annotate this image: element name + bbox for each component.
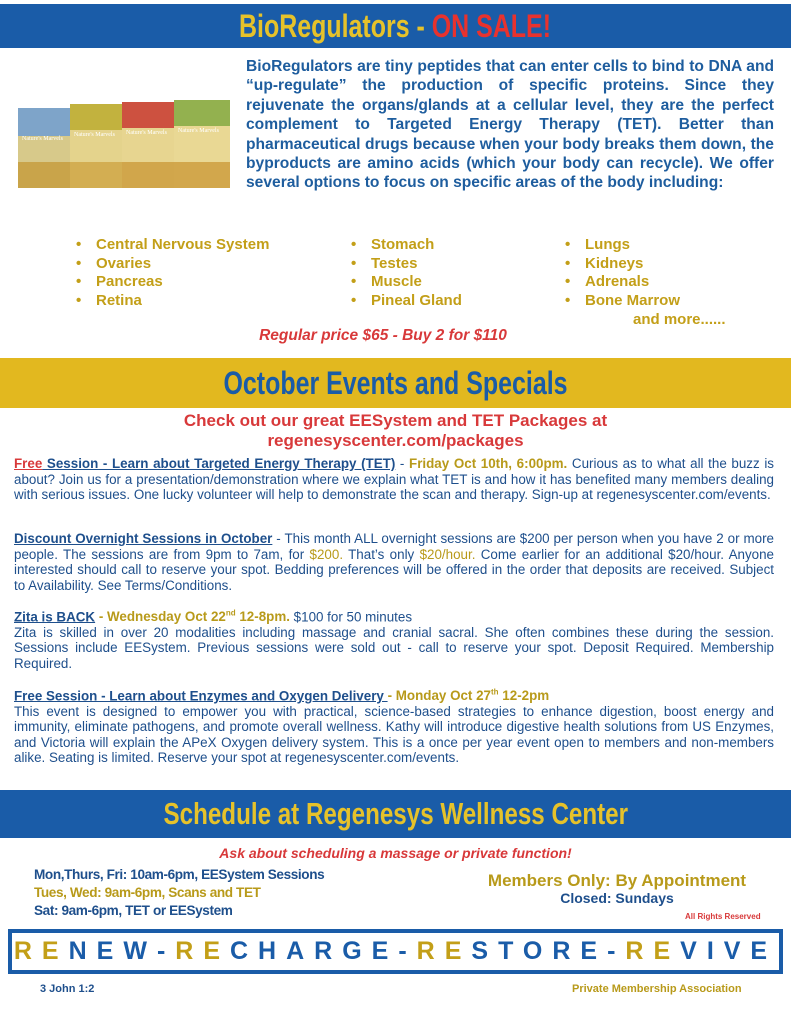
body-areas-column-3: [565, 236, 680, 310]
hours-line-3: Sat: 9am-6pm, TET or EESystem: [34, 903, 233, 918]
list-item: • Adrenals: [565, 273, 680, 292]
event-body: Curious as to what all the buzz is about? Join us for a presentation/demonstration where we explain what TET is and how it has benefited many members dealing with serious issues. One lucky volunteer will help to demonstrate the scan and therapy. Sign-up at regenesyscenter.com/events.: [14, 456, 774, 502]
motto-box: RE NEW - RE CHARGE - RE STORE - RE VIVE: [8, 929, 783, 974]
event-rate: $20/hour.: [419, 546, 476, 562]
list-item: • Muscle: [351, 273, 462, 292]
free-label: Free: [14, 456, 43, 471]
list-item: • Pancreas: [76, 273, 269, 292]
svg-text:Nature's Marvels: Nature's Marvels: [178, 128, 219, 134]
list-item: • Testes: [351, 255, 462, 274]
event-title: Session - Learn about Targeted Energy Therapy (TET): [42, 456, 396, 471]
product-box-3: [122, 102, 174, 188]
association-label: Private Membership Association: [572, 983, 742, 995]
packages-line-1: Check out our great EESystem and TET Packages at: [183, 411, 608, 430]
october-banner: [0, 358, 791, 408]
list-item: • Ovaries: [76, 255, 269, 274]
event-overnight-sessions: Discount Overnight Sessions in October - This month ALL overnight sessions are $200 per person when you have 2 or more people. The sessions are from 9pm to 7am, for $200. That’s only $20/hour. Come earlier for an additional $20/hour. Anyone interested should call to reserve your spot. Bedding preferences will be offered in the order that deposits are received. Subject to Availability. See Terms/Conditions.: [14, 531, 775, 593]
hours-line-1: Mon,Thurs, Fri: 10am-6pm, EESystem Sessions: [34, 867, 325, 882]
product-box-4: [174, 100, 230, 188]
packages-link[interactable]: regenesyscenter.com/packages: [267, 431, 524, 450]
event-zita: [14, 606, 774, 671]
product-boxes-image: [14, 90, 236, 202]
and-more-text: and more......: [633, 311, 726, 328]
event-enzymes-oxygen: [14, 685, 774, 766]
hours-line-2: Tues, Wed: 9am-6pm, Scans and TET: [34, 885, 261, 900]
rights-reserved: All Rights Reserved: [685, 912, 761, 921]
verse-reference: 3 John 1:2: [40, 983, 95, 995]
event-tet-session: Free Session - Learn about Targeted Energy Therapy (TET) - Friday Oct 10th, 6:00pm. Curious as to what all the buzz is about? Join us for a presentation/demonstration where we explain what TET is and how it has benefited many members dealing with serious issues. One lucky volunteer will help to demonstrate the scan and therapy. Sign-up at regenesyscenter.com/events.: [14, 456, 774, 502]
event-date: - Wednesday Oct 22nd 12-8pm.: [95, 609, 290, 625]
massage-callout: Ask about scheduling a massage or private function!: [219, 845, 572, 861]
october-banner-title: October Events and Specials: [223, 364, 568, 401]
schedule-banner-title: Schedule at Regenesys Wellness Center: [163, 796, 628, 831]
bioregulators-description: BioRegulators are tiny peptides that can enter cells to bind to DNA and “up-regulate” the production of specific proteins. Since they rejuvenate the organs/glands at a cellular level, they are the perfect complement to Targeted Energy Therapy (TET). Better than pharmaceutical drugs because when your body breaks them down, the byproducts are amino acids (which your body can recycle). We offer several options to focus on specific areas of the body including:: [246, 58, 774, 192]
event-title: Zita is BACK: [14, 609, 96, 625]
event-title: Discount Overnight Sessions in October: [14, 531, 273, 546]
svg-text:Nature's Marvels: Nature's Marvels: [126, 130, 167, 136]
list-item: • Pineal Gland: [351, 292, 462, 311]
event-date: Friday Oct 10th, 6:00pm.: [409, 456, 568, 471]
price-text: Regular price $65 - Buy 2 for $110: [259, 327, 507, 344]
svg-text:Nature's Marvels: Nature's Marvels: [22, 136, 63, 142]
event-price: $100 for 50 minutes: [289, 609, 413, 625]
closed-text: Closed: Sundays: [560, 890, 674, 906]
list-item: • Kidneys: [565, 255, 680, 274]
sale-banner: [0, 0, 791, 48]
packages-callout: [0, 411, 791, 451]
body-areas-column-1: [76, 236, 269, 310]
event-price: $200.: [309, 546, 344, 562]
sale-banner-title: BioRegulators - ON SALE!: [239, 7, 552, 44]
list-item: • Bone Marrow: [565, 292, 680, 311]
product-box-2: [70, 104, 122, 188]
list-item: • Retina: [76, 292, 269, 311]
svg-text:Nature's Marvels: Nature's Marvels: [74, 132, 115, 138]
list-item: • Stomach: [351, 236, 462, 255]
schedule-banner: [0, 790, 791, 838]
body-areas-column-2: [351, 236, 462, 310]
product-box-1: [18, 108, 70, 188]
list-item: • Central Nervous System: [76, 236, 269, 255]
members-only-text: Members Only: By Appointment: [487, 871, 747, 890]
list-item: • Lungs: [565, 236, 680, 255]
event-body: Zita is skilled in over 20 modalities including massage and cranial sacral. She often combines these during the session. Sessions include EESystem. Previous sessions were sold out - call to reserve your spot. Deposit Required. Membership Required.: [14, 624, 774, 671]
event-body: This event is designed to empower you with practical, science-based strategies to enhance digestion, boost energy and immunity, eliminate pathogens, and promote overall wellness. Kathy will introduce digestive health solutions from US Enzymes, and Victoria will explain the APeX Oxygen delivery system. This is a once per year event open to members and non-members alike. Seating is limited. Reserve your spot at regenesyscenter.com/events.: [14, 703, 774, 766]
event-date: - Monday Oct 27th 12-2pm: [387, 688, 550, 704]
event-title: Free Session - Learn about Enzymes and Oxygen Delivery: [14, 688, 388, 704]
